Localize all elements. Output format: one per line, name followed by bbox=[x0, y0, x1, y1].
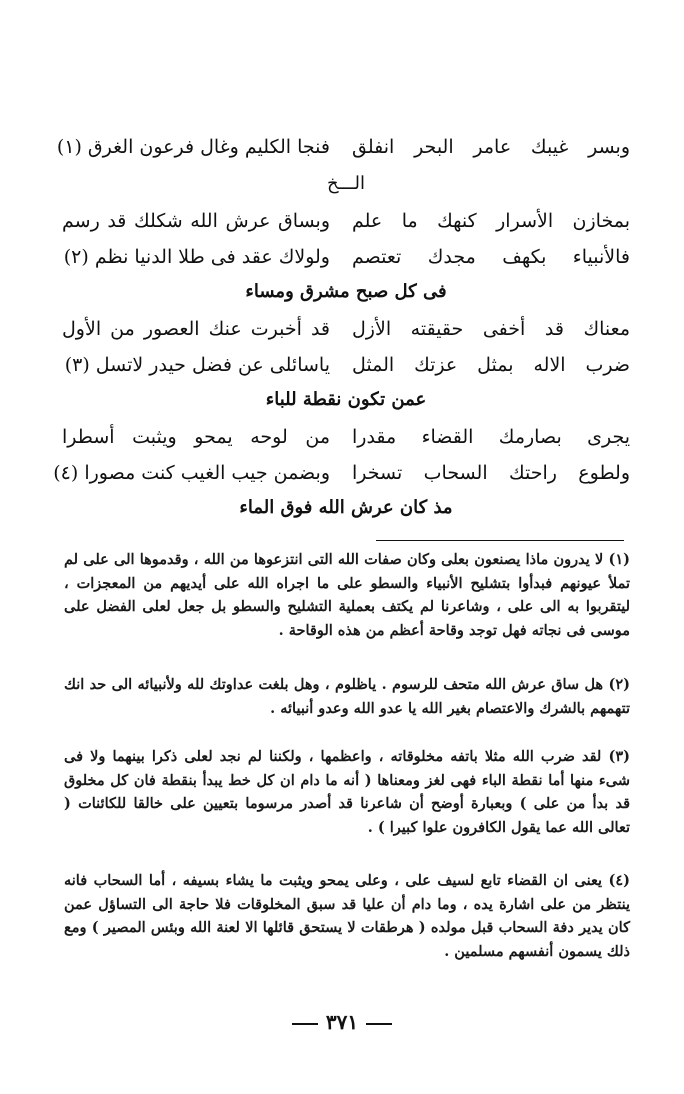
verse-line bbox=[62, 314, 630, 344]
dash-decoration bbox=[366, 1023, 392, 1025]
verse-first-hemistich: وبسر غيبك عامر البحر انفلق bbox=[352, 136, 630, 158]
verse-first-hemistich: فالأنبياء بكهف مجدك تعتصم bbox=[352, 246, 630, 268]
refrain-line: فى كل صبح مشرق ومساء bbox=[245, 281, 447, 302]
footnote-separator bbox=[376, 540, 624, 541]
verse-first-hemistich: معناك قد أخفى حقيقته الأزل bbox=[352, 318, 630, 340]
refrain-line: مذ كان عرش الله فوق الماء bbox=[239, 497, 453, 518]
refrain-line: الـــخ bbox=[327, 173, 365, 194]
verse-second-hemistich: من لوحه يمحو ويثبت أسطرا bbox=[62, 426, 330, 448]
verse-first-hemistich: ولطوع راحتك السحاب تسخرا bbox=[352, 462, 630, 484]
page-number-text: ٣٧١ bbox=[325, 1010, 359, 1034]
verse-second-hemistich: وبساق عرش الله شكلك قد رسم bbox=[62, 210, 330, 232]
verse-line bbox=[62, 422, 630, 452]
verse-line bbox=[62, 242, 630, 272]
refrain-line: عمن تكون نقطة للباء bbox=[265, 389, 427, 410]
verse-first-hemistich: بمخازن الأسرار كنهك ما علم bbox=[352, 210, 630, 232]
verse-line bbox=[62, 350, 630, 380]
verse-second-hemistich: فنجا الكليم وغال فرعون الغرق (١) bbox=[56, 136, 330, 158]
verse-second-hemistich: قد أخبرت عنك العصور من الأول bbox=[62, 318, 330, 340]
verse-line bbox=[53, 458, 630, 488]
verse-second-hemistich: ياسائلى عن فضل حيدر لاتسل (٣) bbox=[64, 354, 330, 376]
verse-second-hemistich: وبضمن جيب الغيب كنت مصورا (٤) bbox=[53, 462, 330, 484]
page-number bbox=[0, 1008, 684, 1036]
verse-first-hemistich: ضرب الاله بمثل عزتك المثل bbox=[352, 354, 630, 376]
footnote-4: (٤) يعنى ان القضاء تابع لسيف على ، وعلى يمحو ويثبت ما يشاء بسيفه ، أما السحاب فانه ينتظر من على اشارة يده ، وما دام أن عليا قد سبق المخلوقات فلا حاجة الى التساؤل عمن كان يدير دفة السحاب قبل مولده ( هرطقات لا يستحق قائلها الا لعنة الله وبئس المصير ) ومع ذلك يسمون أنفسهم مسلمين . bbox=[64, 872, 631, 960]
footnote-2: (٢) هل ساق عرش الله متحف للرسوم . ياظلوم ، وهل بلغت عداوتك لله ولأنبيائه الى حد انك تتهمهم بالشرك والاعتصام بغير الله يا عدو الله وعدو أنبيائه . bbox=[64, 676, 630, 717]
verse-first-hemistich: يجرى بصارمك القضاء مقدرا bbox=[352, 426, 630, 448]
verse-second-hemistich: ولولاك عقد فى طلا الدنيا نظم (٢) bbox=[63, 246, 330, 268]
footnote-1: (١) لا يدرون ماذا يصنعون بعلى وكان صفات الله التى انتزعوها من الله ، وقدموها الى على لم تملأ عيونهم فبدأوا بتشليح الأنبياء والسطو على ما اجراه الله على أيديهم من المعجزات ، ليتقربوا به الى على ، وشاعرنا لم يكتف بعملية التشليح والسطو بل جعل لعلى الفضل على موسى فى نجاته فهل توجد وقاحة أعظم من هذه الوقاحة . bbox=[64, 551, 630, 639]
verse-line bbox=[62, 206, 630, 236]
dash-decoration bbox=[292, 1023, 318, 1025]
footnote-3: (٣) لقد ضرب الله مثلا باتفه مخلوقاته ، واعظمها ، ولكننا لم نجد لعلى ذكرا بينهما ولا فى شىء منها أما نقطة الباء فهى لغز ومعناها ( أنه ما دام ان كل خط يبدأ بنقطة فان كل مخلوق قد بدأ من على ) وبعبارة أوضح أن شاعرنا قد أصدر مرسوما بتعيين على خالقا للكائنات ( تعالى الله عما يقول الكافرون علوا كبيرا ) . bbox=[64, 748, 630, 836]
verse-line bbox=[56, 132, 630, 162]
